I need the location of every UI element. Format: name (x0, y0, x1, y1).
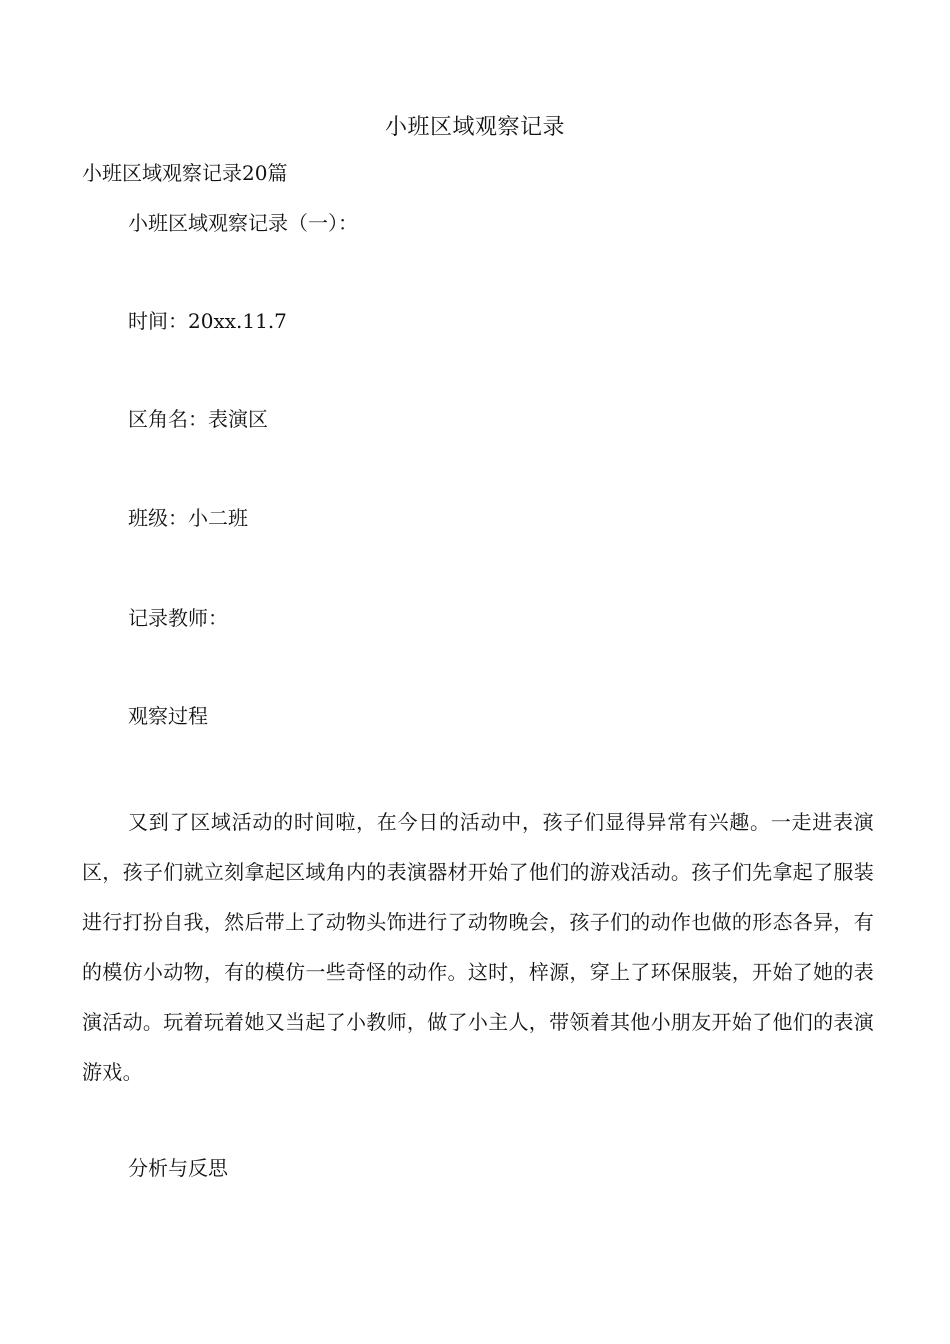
area-line: 区角名：表演区 (128, 407, 268, 431)
class-line: 班级：小二班 (128, 506, 248, 530)
observation-paragraph: 又到了区域活动的时间啦，在今日的活动中，孩子们显得异常有兴趣。一走进表演区，孩子们就立刻拿起区域角内的表演器材开始了他们的游戏活动。孩子们先拿起了服装进行打扮自我，然后带上了动物头饰进行了动物晚会，孩子们的动作也做的形态各异，有的模仿小动物，有的模仿一些奇怪的动作。这时，梓源，穿上了环保服装，开始了她的表演活动。玩着玩着她又当起了小教师，做了小主人，带领着其他小朋友开始了他们的表演游戏。 (82, 810, 874, 1084)
section-heading: 小班区域观察记录（一）： (128, 211, 358, 235)
observation-heading: 观察过程 (128, 704, 208, 728)
document-subtitle: 小班区域观察记录20篇 (82, 161, 288, 185)
analysis-heading: 分析与反思 (128, 1156, 228, 1180)
document-title: 小班区域观察记录 (384, 115, 565, 140)
teacher-line: 记录教师： (128, 606, 228, 630)
time-line: 时间：20xx.11.7 (128, 309, 287, 333)
